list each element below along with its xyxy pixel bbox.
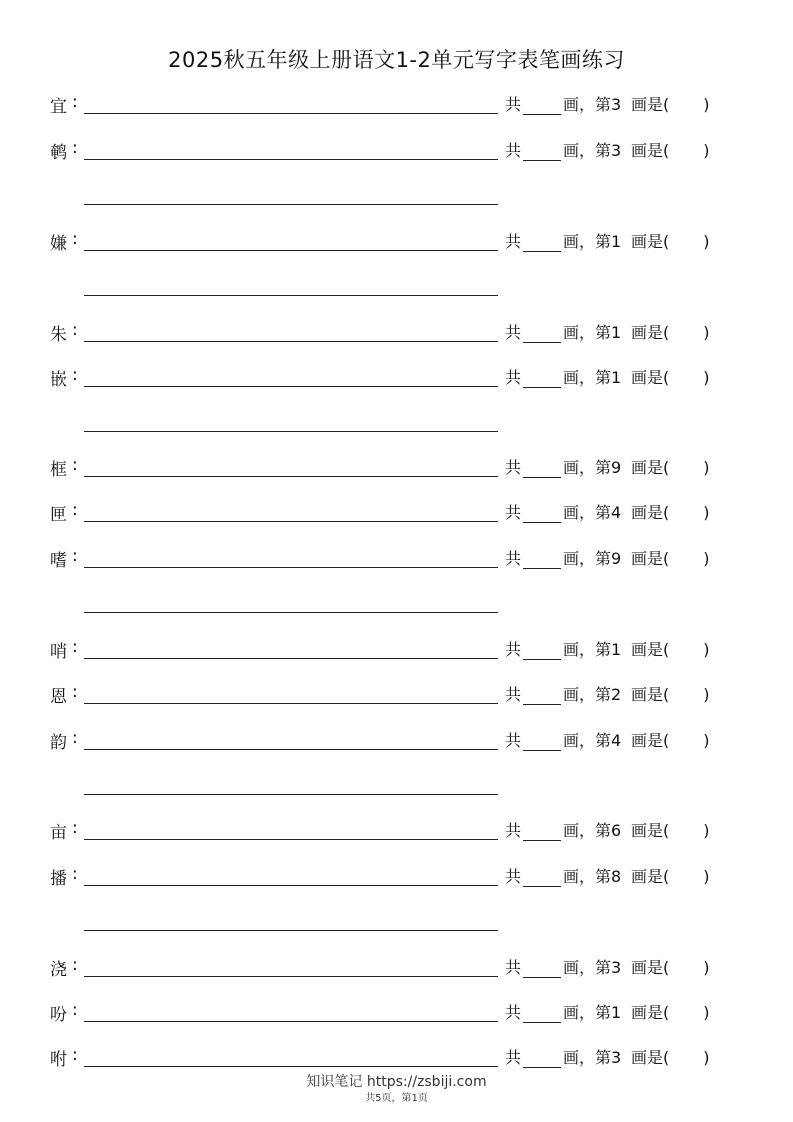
total-label: 共	[505, 685, 522, 704]
practice-character: 鹌	[50, 143, 67, 163]
stroke-count-blank[interactable]	[523, 461, 561, 478]
stroke-is-label: 画是(	[631, 821, 670, 840]
stroke-is-label: 画是(	[631, 867, 670, 886]
stroke-index: 3	[611, 95, 622, 114]
stroke-is-label: 画是(	[631, 640, 670, 659]
stroke-is-label: 画是(	[631, 323, 670, 342]
extra-answer-line[interactable]	[84, 794, 498, 795]
total-label: 共	[505, 458, 522, 477]
stroke-index: 1	[611, 1003, 622, 1022]
stroke-is-label: 画是(	[631, 458, 670, 477]
stroke-is-label: 画是(	[631, 731, 670, 750]
practice-row	[0, 864, 793, 894]
practice-character: 嫌	[50, 234, 67, 254]
stroke-count-blank[interactable]	[523, 371, 561, 388]
total-label: 共	[505, 141, 522, 160]
colon: :	[72, 682, 78, 702]
practice-row	[0, 455, 793, 485]
stroke-question	[505, 637, 710, 660]
stroke-index: 2	[611, 685, 622, 704]
stroke-order-label: 画，第	[563, 640, 612, 659]
stroke-order-label: 画，第	[563, 503, 612, 522]
stroke-question	[505, 229, 710, 252]
answer-line[interactable]	[84, 976, 498, 977]
stroke-question	[505, 1045, 710, 1068]
extra-answer-line[interactable]	[84, 204, 498, 205]
close-paren: )	[703, 958, 710, 977]
stroke-question	[505, 728, 710, 751]
total-label: 共	[505, 323, 522, 342]
stroke-order-label: 画，第	[563, 821, 612, 840]
practice-character: 匣	[50, 505, 67, 525]
colon: :	[72, 955, 78, 975]
stroke-question	[505, 546, 710, 569]
close-paren: )	[703, 731, 710, 750]
colon: :	[72, 92, 78, 112]
stroke-question	[505, 500, 710, 523]
extra-answer-line[interactable]	[84, 930, 498, 931]
answer-line[interactable]	[84, 386, 498, 387]
stroke-index: 4	[611, 731, 622, 750]
practice-row	[0, 546, 793, 576]
practice-row	[0, 728, 793, 758]
close-paren: )	[703, 549, 710, 568]
close-paren: )	[703, 640, 710, 659]
stroke-count-blank[interactable]	[523, 144, 561, 161]
practice-row	[0, 229, 793, 259]
total-label: 共	[505, 958, 522, 977]
stroke-count-blank[interactable]	[523, 235, 561, 252]
stroke-order-label: 画，第	[563, 685, 612, 704]
stroke-index: 6	[611, 821, 622, 840]
answer-line[interactable]	[84, 749, 498, 750]
colon: :	[72, 455, 78, 475]
practice-row	[0, 500, 793, 530]
practice-character: 框	[50, 460, 67, 480]
close-paren: )	[703, 1003, 710, 1022]
stroke-order-label: 画，第	[563, 323, 612, 342]
total-label: 共	[505, 503, 522, 522]
answer-line[interactable]	[84, 250, 498, 251]
answer-line[interactable]	[84, 1021, 498, 1022]
total-label: 共	[505, 821, 522, 840]
stroke-is-label: 画是(	[631, 232, 670, 251]
stroke-count-blank[interactable]	[523, 688, 561, 705]
stroke-count-blank[interactable]	[523, 961, 561, 978]
stroke-question	[505, 92, 710, 115]
answer-line[interactable]	[84, 839, 498, 840]
practice-character: 韵	[50, 733, 67, 753]
practice-row	[0, 955, 793, 985]
answer-line[interactable]	[84, 567, 498, 568]
practice-row	[0, 365, 793, 395]
answer-line[interactable]	[84, 658, 498, 659]
stroke-index: 9	[611, 549, 622, 568]
stroke-index: 3	[611, 958, 622, 977]
practice-character: 嵌	[50, 370, 67, 390]
practice-row	[0, 138, 793, 168]
stroke-order-label: 画，第	[563, 731, 612, 750]
answer-line[interactable]	[84, 159, 498, 160]
stroke-index: 4	[611, 503, 622, 522]
total-label: 共	[505, 549, 522, 568]
stroke-index: 1	[611, 323, 622, 342]
answer-line[interactable]	[84, 113, 498, 114]
stroke-question	[505, 955, 710, 978]
colon: :	[72, 728, 78, 748]
stroke-index: 1	[611, 368, 622, 387]
stroke-is-label: 画是(	[631, 958, 670, 977]
stroke-count-blank[interactable]	[523, 98, 561, 115]
stroke-question	[505, 455, 710, 478]
stroke-is-label: 画是(	[631, 95, 670, 114]
stroke-index: 8	[611, 867, 622, 886]
stroke-is-label: 画是(	[631, 1003, 670, 1022]
close-paren: )	[703, 323, 710, 342]
close-paren: )	[703, 503, 710, 522]
stroke-count-blank[interactable]	[523, 734, 561, 751]
total-label: 共	[505, 867, 522, 886]
close-paren: )	[703, 141, 710, 160]
stroke-is-label: 画是(	[631, 685, 670, 704]
close-paren: )	[703, 95, 710, 114]
page-title: 2025秋五年级上册语文1-2单元写字表笔画练习	[168, 48, 625, 72]
stroke-count-blank[interactable]	[523, 506, 561, 523]
stroke-order-label: 画，第	[563, 141, 612, 160]
practice-row	[0, 818, 793, 848]
stroke-count-blank[interactable]	[523, 1006, 561, 1023]
stroke-index: 3	[611, 1048, 622, 1067]
colon: :	[72, 637, 78, 657]
practice-row	[0, 320, 793, 350]
stroke-index: 9	[611, 458, 622, 477]
stroke-is-label: 画是(	[631, 549, 670, 568]
colon: :	[72, 546, 78, 566]
practice-character: 宜	[50, 97, 67, 117]
total-label: 共	[505, 1003, 522, 1022]
practice-character: 嗜	[50, 551, 67, 571]
stroke-count-blank[interactable]	[523, 552, 561, 569]
answer-line[interactable]	[84, 1066, 498, 1067]
stroke-question	[505, 818, 710, 841]
stroke-order-label: 画，第	[563, 1003, 612, 1022]
answer-line[interactable]	[84, 476, 498, 477]
stroke-order-label: 画，第	[563, 368, 612, 387]
answer-line[interactable]	[84, 885, 498, 886]
stroke-order-label: 画，第	[563, 958, 612, 977]
extra-answer-line[interactable]	[84, 431, 498, 432]
stroke-is-label: 画是(	[631, 141, 670, 160]
stroke-count-blank[interactable]	[523, 870, 561, 887]
close-paren: )	[703, 458, 710, 477]
practice-character: 咐	[50, 1050, 67, 1070]
total-label: 共	[505, 640, 522, 659]
close-paren: )	[703, 821, 710, 840]
practice-character: 亩	[50, 823, 67, 843]
answer-line[interactable]	[84, 521, 498, 522]
practice-character: 浇	[50, 960, 67, 980]
stroke-count-blank[interactable]	[523, 1051, 561, 1068]
total-label: 共	[505, 95, 522, 114]
practice-row	[0, 92, 793, 122]
practice-character: 播	[50, 869, 67, 889]
colon: :	[72, 138, 78, 158]
stroke-question	[505, 320, 710, 343]
practice-row	[0, 637, 793, 667]
stroke-index: 1	[611, 232, 622, 251]
colon: :	[72, 320, 78, 340]
practice-row	[0, 1000, 793, 1030]
total-label: 共	[505, 368, 522, 387]
stroke-index: 3	[611, 141, 622, 160]
practice-character: 朱	[50, 325, 67, 345]
stroke-count-blank[interactable]	[523, 643, 561, 660]
total-label: 共	[505, 232, 522, 251]
stroke-count-blank[interactable]	[523, 824, 561, 841]
stroke-is-label: 画是(	[631, 503, 670, 522]
stroke-index: 1	[611, 640, 622, 659]
stroke-order-label: 画，第	[563, 867, 612, 886]
footer-site: 知识笔记 https://zsbiji.com	[306, 1074, 487, 1090]
practice-character: 吩	[50, 1005, 67, 1025]
stroke-order-label: 画，第	[563, 95, 612, 114]
close-paren: )	[703, 685, 710, 704]
colon: :	[72, 365, 78, 385]
close-paren: )	[703, 368, 710, 387]
stroke-is-label: 画是(	[631, 1048, 670, 1067]
total-label: 共	[505, 1048, 522, 1067]
colon: :	[72, 864, 78, 884]
practice-character: 哨	[50, 642, 67, 662]
stroke-question	[505, 365, 710, 388]
practice-character: 恩	[50, 687, 67, 707]
close-paren: )	[703, 232, 710, 251]
answer-line[interactable]	[84, 703, 498, 704]
total-label: 共	[505, 731, 522, 750]
stroke-is-label: 画是(	[631, 368, 670, 387]
extra-answer-line[interactable]	[84, 612, 498, 613]
colon: :	[72, 229, 78, 249]
colon: :	[72, 818, 78, 838]
close-paren: )	[703, 867, 710, 886]
answer-line[interactable]	[84, 341, 498, 342]
stroke-question	[505, 864, 710, 887]
close-paren: )	[703, 1048, 710, 1067]
stroke-count-blank[interactable]	[523, 326, 561, 343]
stroke-order-label: 画，第	[563, 1048, 612, 1067]
stroke-order-label: 画，第	[563, 458, 612, 477]
colon: :	[72, 1000, 78, 1020]
stroke-question	[505, 138, 710, 161]
practice-row	[0, 682, 793, 712]
extra-answer-line[interactable]	[84, 295, 498, 296]
stroke-order-label: 画，第	[563, 232, 612, 251]
footer-page-number: 共5页，第1页	[365, 1093, 428, 1104]
stroke-question	[505, 1000, 710, 1023]
stroke-question	[505, 682, 710, 705]
stroke-order-label: 画，第	[563, 549, 612, 568]
colon: :	[72, 1045, 78, 1065]
colon: :	[72, 500, 78, 520]
